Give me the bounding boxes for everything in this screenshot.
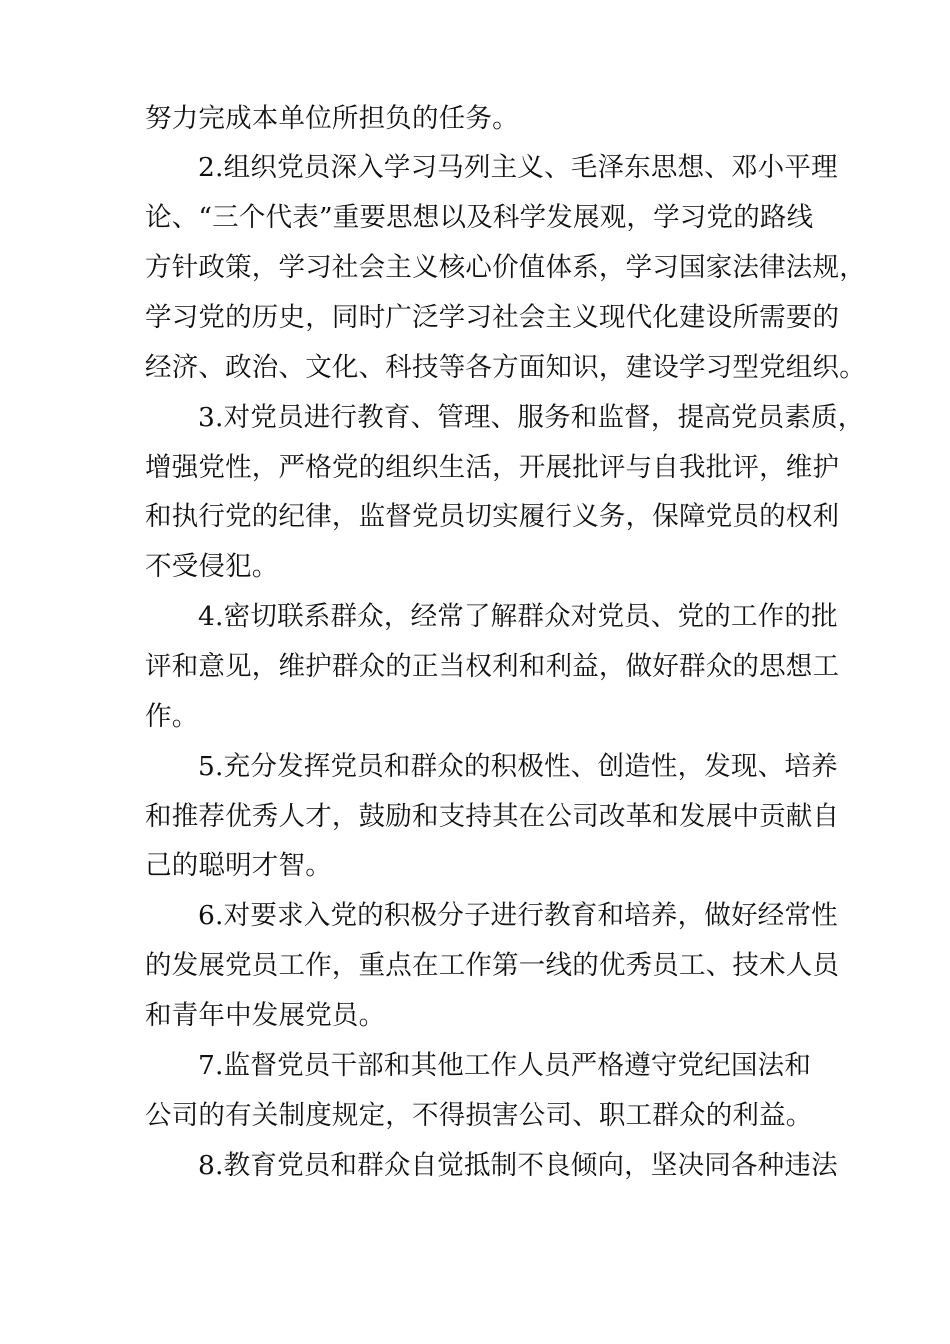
text-line: 作。: [145, 701, 199, 732]
text-line: 不受侵犯。: [145, 551, 279, 582]
text-line: 和青年中发展党员。: [145, 1000, 386, 1031]
text-line: 方针政策，学习社会主义核心价值体系，学习国家法律法规，: [145, 252, 866, 283]
text-line: 5.充分发挥党员和群众的积极性、创造性，发现、培养: [198, 751, 838, 782]
text-line: 的发展党员工作，重点在工作第一线的优秀员工、技术人员: [145, 950, 840, 981]
text-line: 己的聪明才智。: [145, 850, 332, 881]
text-line: 2.组织党员深入学习马列主义、毛泽东思想、邓小平理: [198, 152, 838, 183]
text-line: 4.密切联系群众，经常了解群众对党员、党的工作的批: [198, 601, 838, 632]
text-line: 3.对党员进行教育、管理、服务和监督，提高党员素质，: [198, 402, 865, 433]
text-line: 7.监督党员干部和其他工作人员严格遵守党纪国法和: [198, 1050, 812, 1081]
text-line: 增强党性，严格党的组织生活，开展批评与自我批评，维护: [145, 452, 840, 483]
text-line: 和执行党的纪律，监督党员切实履行义务，保障党员的权利: [145, 501, 840, 532]
text-line: 8.教育党员和群众自觉抵制不良倾向，坚决同各种违法: [198, 1150, 838, 1181]
text-line: 评和意见，维护群众的正当权利和利益，做好群众的思想工: [145, 651, 840, 682]
text-line: 公司的有关制度规定，不得损害公司、职工群众的利益。: [145, 1100, 813, 1131]
text-line: 经济、政治、文化、科技等各方面知识，建设学习型党组织。: [145, 352, 866, 383]
text-line: 6.对要求入党的积极分子进行教育和培养，做好经常性: [198, 900, 838, 931]
text-line: 努力完成本单位所担负的任务。: [145, 103, 519, 134]
text-line: 学习党的历史，同时广泛学习社会主义现代化建设所需要的: [145, 302, 840, 333]
text-line: 论、“三个代表”重要思想以及科学发展观，学习党的路线: [145, 202, 814, 233]
text-line: 和推荐优秀人才，鼓励和支持其在公司改革和发展中贡献自: [145, 801, 840, 832]
